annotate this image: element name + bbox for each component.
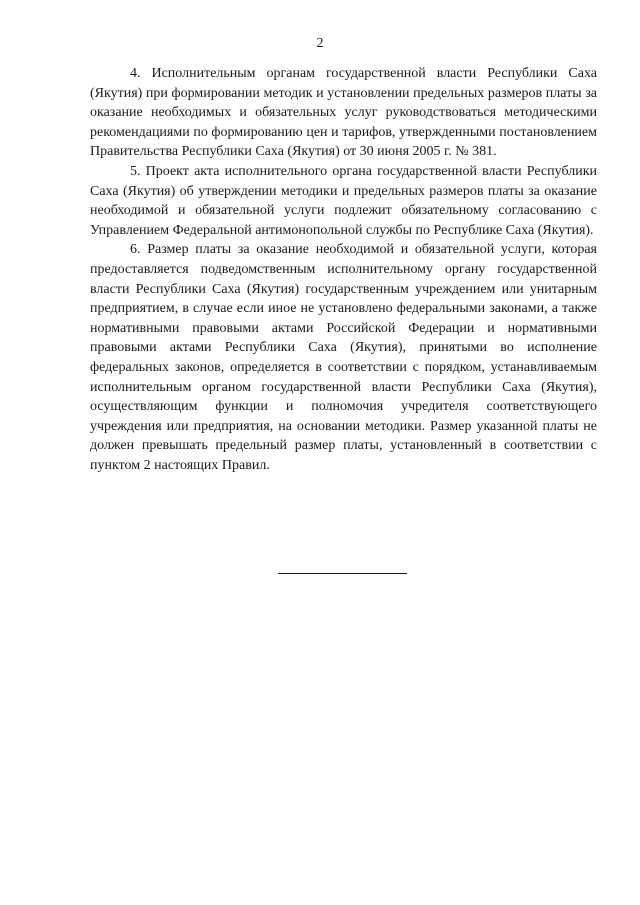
page-number: 2 [316,36,324,51]
document-body [90,64,597,475]
paragraph-5: 5. Проект акта исполнительного органа государственной власти Республики Саха (Якутия) об утверждении методики и предельных размеров платы за оказание необходимой и обязательной услуги подлежит обязательному согласованию с Управлением Федеральной антимонопольной службы по Республике Саха (Якутия). [90,163,597,238]
end-separator-line [278,573,407,574]
paragraph-6: 6. Размер платы за оказание необходимой и обязательной услуги, которая предоставляется подведомственным исполнительному органу государственной власти Республики Саха (Якутия) государственным учреждением или унитарным предприятием, в случае если иное не установлено федеральными законами, а также нормативными правовыми актами Российской Федерации и нормативными правовыми актами Республики Саха (Якутия), принятыми во исполнение федеральных законов, определяется в соответствии с порядком, устанавливаемым исполнительным органом государственной власти Республики Саха (Якутия), осуществляющим функции и полномочия учредителя соответствующего учреждения или предприятия, на основании методики. Размер указанной платы не должен превышать предельный размер платы, установленный в соответствии с пунктом 2 настоящих Правил. [90,242,597,473]
paragraph-4: 4. Исполнительным органам государственной власти Республики Саха (Якутия) при формировании методик и установлении предельных размеров платы за оказание необходимых и обязательных услуг руководствоваться методическими рекомендациями по формированию цен и тарифов, утвержденными постановлением Правительства Республики Саха (Якутия) от 30 июня 2005 г. № 381. [90,66,597,160]
